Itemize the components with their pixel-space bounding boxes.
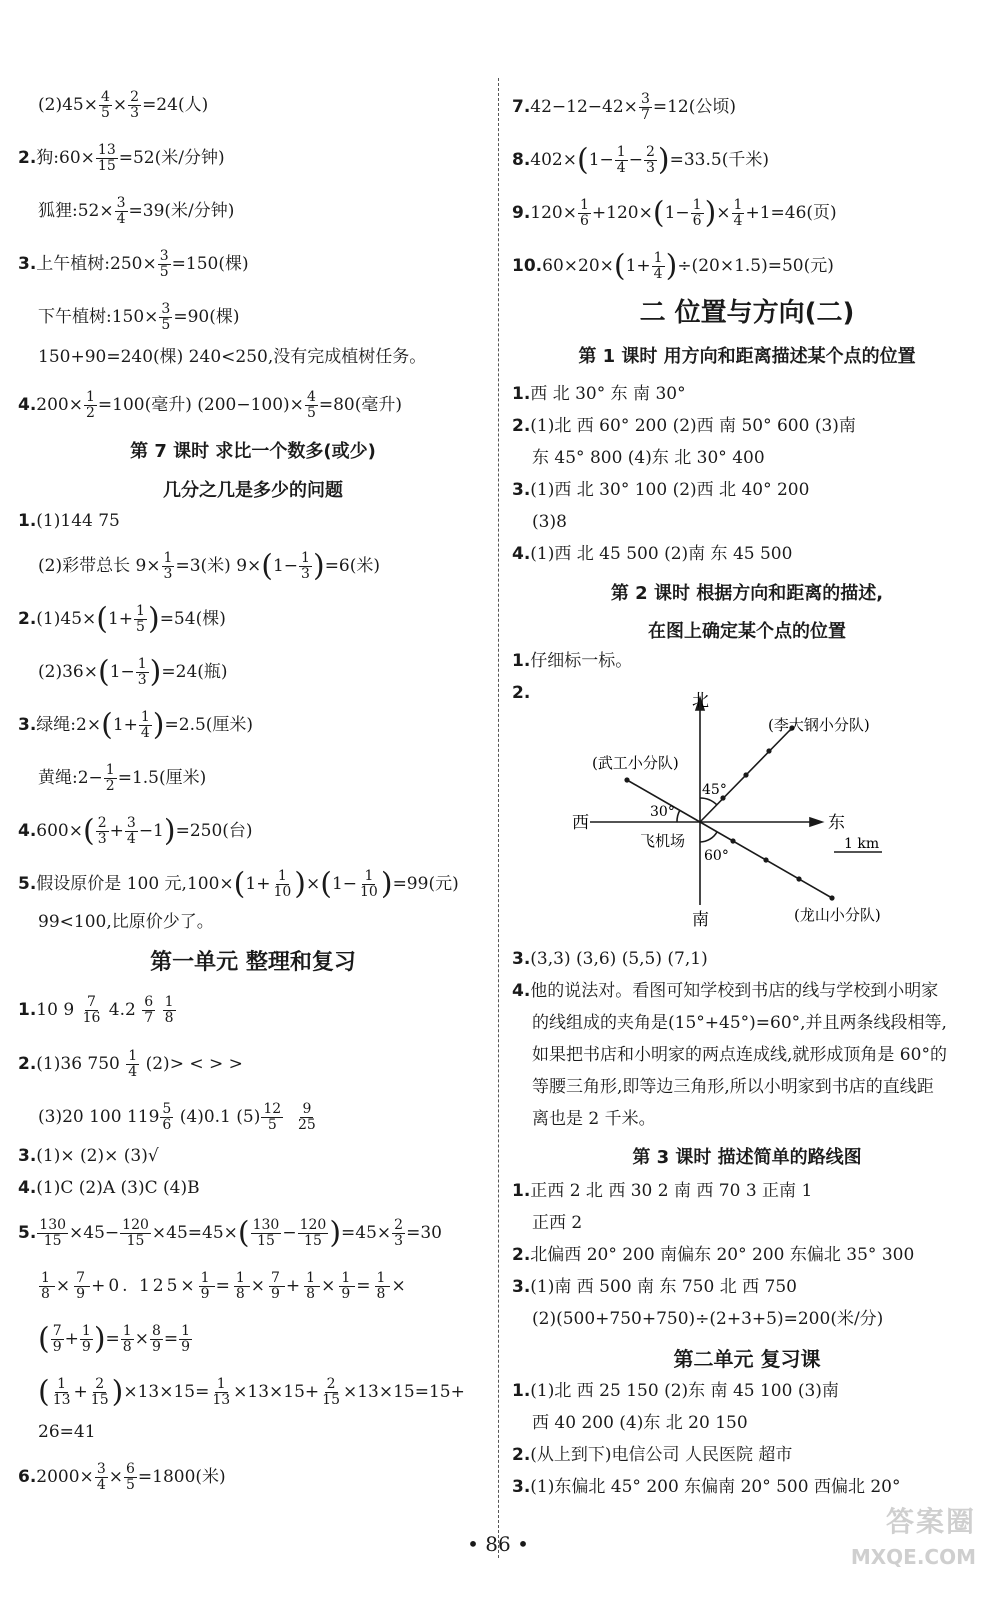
answer-line: 8.402×(1− $\frac{1}{4}$ − $\frac{2}{3}$ )=33.5(千米) <box>512 142 769 178</box>
answer-line: (2)彩带总长 9× $\frac{1}{3}$ =3(米) 9×(1− $\frac{1}{3}$ )=6(米) <box>38 548 381 584</box>
answer-line: 东 45° 800 (4)东 北 30° 400 <box>532 448 765 468</box>
answer-line: 3.(3,3) (3,6) (5,5) (7,1) <box>512 949 708 969</box>
team-wu-label: (武工小分队) <box>592 754 679 772</box>
answer-line: 10.60×20×(1+ $\frac{1}{4}$ )÷(20×1.5)=50(元) <box>512 248 834 284</box>
answer-line: (3)8 <box>532 512 567 532</box>
answer-line: 西 40 200 (4)东 北 20 150 <box>532 1413 748 1433</box>
answer-line: 5. $\frac{130}{15}$ ×45− $\frac{120}{15}$ ×45=45×( $\frac{130}{15}$ − $\frac{120}{15}$ )=45× $\frac{2}{3}$ =30 <box>18 1215 442 1251</box>
answer-line: 1.西 北 30° 东 南 30° <box>512 384 686 404</box>
lesson-heading: 第 1 课时 用方向和距离描述某个点的位置 <box>578 346 916 367</box>
answer-line: 狐狸:52× $\frac{3}{4}$ =39(米/分钟) <box>38 195 235 227</box>
answer-line: 4.他的说法对。看图可知学校到书店的线与学校到小明家 <box>512 981 939 1001</box>
answer-line: 4.200× $\frac{1}{2}$ =100(毫升) (200−100)× $\frac{4}{5}$ =80(毫升) <box>18 389 402 421</box>
answer-line: (2)(500+750+750)÷(2+3+5)=200(米/分) <box>532 1309 884 1329</box>
answer-line: 9.120× $\frac{1}{6}$ +120×(1− $\frac{1}{6}$ )× $\frac{1}{4}$ +1=46(页) <box>512 195 837 231</box>
west-label: 西 <box>572 813 589 833</box>
lesson-heading: 几分之几是多少的问题 <box>163 480 343 501</box>
answer-line: 5.假设原价是 100 元,100×(1+ $\frac{1}{10}$ )×(1− $\frac{1}{10}$ )=99(元) <box>18 866 459 902</box>
angle-45-label: 45° <box>702 782 727 798</box>
airport-label: 飞机场 <box>640 832 686 850</box>
answer-line: (2)36×(1− $\frac{1}{3}$ )=24(瓶) <box>38 654 228 690</box>
lesson-heading: 第 3 课时 描述简单的路线图 <box>632 1147 862 1168</box>
answer-line: 2.北偏西 20° 200 南偏东 20° 200 东偏北 35° 300 <box>512 1245 915 1265</box>
unit-heading: 第一单元 整理和复习 <box>150 950 356 975</box>
answer-line: 1.正西 2 北 西 30 2 南 西 70 3 正南 1 <box>512 1181 813 1201</box>
answer-line: ( $\frac{7}{9}$ + $\frac{1}{9}$ )= $\frac{1}{8}$ × $\frac{8}{9}$ = $\frac{1}{9}$ <box>38 1321 191 1357</box>
angle-30-label: 30° <box>650 804 675 820</box>
answer-line: (3)20 100 119 $\frac{5}{6}$ (4)0.1 (5) $\frac{12}{5}$ $\frac{9}{25}$ <box>38 1101 316 1133</box>
answer-line: 2.(从上到下)电信公司 人民医院 超市 <box>512 1445 793 1465</box>
answer-line: 黄绳:2− $\frac{1}{2}$ =1.5(厘米) <box>38 762 207 794</box>
answer-line: 离也是 2 千米。 <box>532 1109 656 1129</box>
column-divider <box>498 78 499 1558</box>
answer-line: 下午植树:150× $\frac{3}{5}$ =90(棵) <box>38 301 240 333</box>
answer-line: 2. <box>512 683 531 703</box>
answer-line: 2.(1)36 750 $\frac{1}{4}$ (2)> < > > <box>18 1048 243 1080</box>
answer-line: 正西 2 <box>532 1213 583 1233</box>
watermark-logo: 答案圈 <box>885 1505 976 1538</box>
answer-line: 2.(1)北 西 60° 200 (2)西 南 50° 600 (3)南 <box>512 416 856 436</box>
answer-line: 1.(1)北 西 25 150 (2)东 南 45 100 (3)南 <box>512 1381 839 1401</box>
answer-line: 7.42−12−42× $\frac{3}{7}$ =12(公顷) <box>512 91 736 123</box>
answer-line: 3.上午植树:250× $\frac{3}{5}$ =150(棵) <box>18 248 249 280</box>
answer-line: 150+90=240(棵) 240<250,没有完成植树任务。 <box>38 347 427 367</box>
answer-line: 的线组成的夹角是(15°+45°)=60°,并且两条线段相等, <box>532 1013 947 1033</box>
angle-60-label: 60° <box>704 848 729 864</box>
answer-line: ( $\frac{1}{13}$ + $\frac{2}{15}$ )×13×15= $\frac{1}{13}$ ×13×15+ $\frac{2}{15}$ ×13×15=15+ <box>38 1374 465 1410</box>
answer-line: 99<100,比原价少了。 <box>38 912 214 932</box>
answer-line: 3.(1)西 北 30° 100 (2)西 北 40° 200 <box>512 480 810 500</box>
unit-heading: 第二单元 复习课 <box>673 1347 821 1371</box>
lesson-heading: 第 7 课时 求比一个数多(或少) <box>130 441 376 462</box>
answer-line: 2.(1)45×(1+ $\frac{1}{5}$ )=54(棵) <box>18 601 226 637</box>
answer-line: 2.狗:60× $\frac{13}{15}$ =52(米/分钟) <box>18 142 225 174</box>
team-long-label: (龙山小分队) <box>794 906 881 924</box>
unit-heading: 二 位置与方向(二) <box>639 298 855 328</box>
watermark-url: MXQE.COM <box>850 1545 976 1569</box>
east-label: 东 <box>828 813 845 833</box>
answer-line: 3.(1)南 西 500 南 东 750 北 西 750 <box>512 1277 797 1297</box>
answer-line: 1.10 9 $\frac{7}{16}$ 4.2 $\frac{6}{7}$ $\frac{1}{8}$ <box>18 994 174 1026</box>
answer-line: 1.仔细标一标。 <box>512 651 633 671</box>
lesson-heading: 第 2 课时 根据方向和距离的描述, <box>610 583 884 604</box>
answer-line: (2)45× $\frac{4}{5}$ × $\frac{2}{3}$ =24(人) <box>38 89 209 121</box>
lesson-heading: 在图上确定某个点的位置 <box>648 621 846 642</box>
answer-line: 3.绿绳:2×(1+ $\frac{1}{4}$ )=2.5(厘米) <box>18 707 254 743</box>
answer-line: 26=41 <box>38 1422 96 1442</box>
south-label: 南 <box>692 910 709 930</box>
answer-line: 6.2000× $\frac{3}{4}$ × $\frac{6}{5}$ =1800(米) <box>18 1461 226 1493</box>
team-li-label: (李大钢小分队) <box>768 716 870 734</box>
page-number: • 86 • <box>467 1532 529 1556</box>
answer-line: 4.(1)C (2)A (3)C (4)B <box>18 1178 200 1198</box>
scale-label: 1 km <box>844 836 880 852</box>
answer-line: 3.(1)东偏北 45° 200 东偏南 20° 500 西偏北 20° <box>512 1477 901 1497</box>
answer-line: 3.(1)× (2)× (3)√ <box>18 1146 159 1166</box>
direction-diagram <box>572 680 972 930</box>
answer-line: $\frac{1}{8}$ × $\frac{7}{9}$ +0. 125× $\frac{1}{9}$ = $\frac{1}{8}$ × $\frac{7}{9}$ + $\frac{1}{8}$ × $\frac{1}{9}$ = $\frac{1}{8}$ × <box>41 1270 409 1302</box>
answer-line: 如果把书店和小明家的两点连成线,就形成顶角是 60°的 <box>532 1045 947 1065</box>
answer-line: 4.600×( $\frac{2}{3}$ + $\frac{3}{4}$ −1)=250(台) <box>18 813 253 849</box>
north-label: 北 <box>692 691 709 711</box>
answer-line: 1.(1)144 75 <box>18 511 120 531</box>
answer-line: 等腰三角形,即等边三角形,所以小明家到书店的直线距 <box>532 1077 934 1097</box>
answer-line: 4.(1)西 北 45 500 (2)南 东 45 500 <box>512 544 793 564</box>
